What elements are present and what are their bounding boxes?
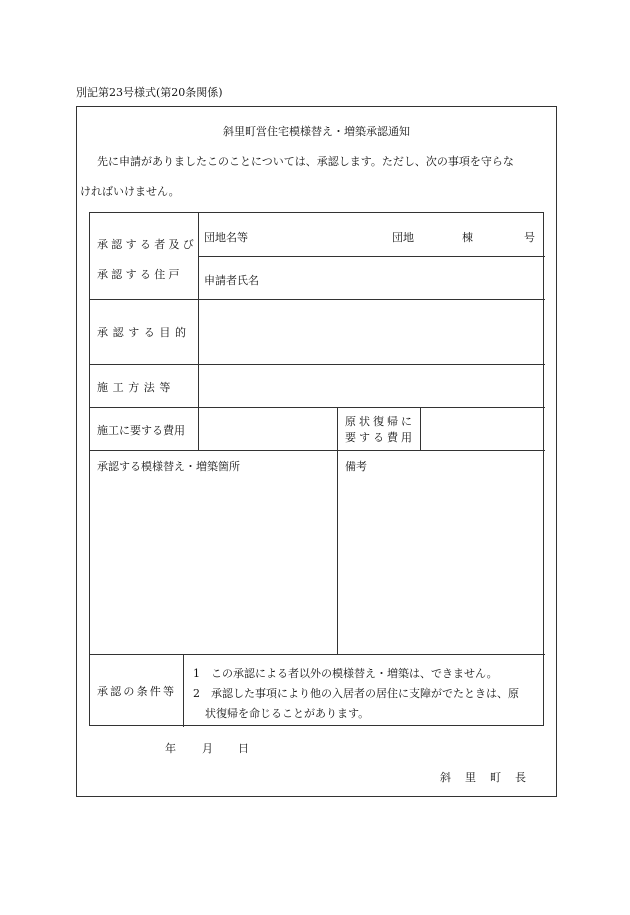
column-divider [198,213,199,450]
row-divider [198,256,545,257]
date-month-label: 月 [202,742,213,755]
row-divider [90,654,545,655]
form-number-label: 別記第23号様式(第20条関係) [76,86,223,99]
row-divider [90,364,545,365]
method-label: 施工方法等 [97,381,175,394]
column-divider [337,407,338,654]
applicant-name-label: 申請者氏名 [204,274,259,287]
intro-text-line-1: 先に申請がありましたこのことについては、承認します。ただし、次の事項を守らな [97,155,514,168]
complex-name-label: 団地名等 [204,231,248,244]
approval-table [89,212,544,726]
conditions-label: 承認の条件等 [97,685,177,698]
number-unit-label: 号 [524,231,535,244]
document-title: 斜里町営住宅模様替え・増築承認通知 [223,125,410,138]
complex-unit-label: 団地 [392,231,414,244]
restore-cost-label-line-1: 原状復帰に [345,415,415,428]
intro-text-line-2: ければいけません。 [80,185,180,198]
purpose-label: 承認する目的 [97,326,191,339]
condition-item-2-line-2: 状復帰を命じることがあります。 [205,707,370,720]
cost-label: 施工に要する費用 [97,424,185,437]
row-divider [90,450,545,451]
row-divider [90,299,545,300]
location-label: 承認する模様替え・増築箇所 [97,460,240,473]
mayor-signature-label: 斜里町長 [440,771,540,784]
column-divider [420,407,421,450]
condition-item-2-line-1: 2 承認した事項により他の入居者の居住に支障がでたときは、原 [193,687,519,700]
column-divider [183,654,184,727]
date-day-label: 日 [238,742,249,755]
row-divider [90,407,545,408]
approver-label-line-1: 承認する者及び [97,238,198,251]
remarks-label: 備考 [345,460,367,473]
condition-item-1: 1 この承認による者以外の模様替え・増築は、できません。 [193,667,498,680]
restore-cost-label-line-2: 要する費用 [345,431,415,444]
approver-label-line-2: 承認する住戸 [97,268,183,281]
building-unit-label: 棟 [462,231,473,244]
date-year-label: 年 [165,742,176,755]
